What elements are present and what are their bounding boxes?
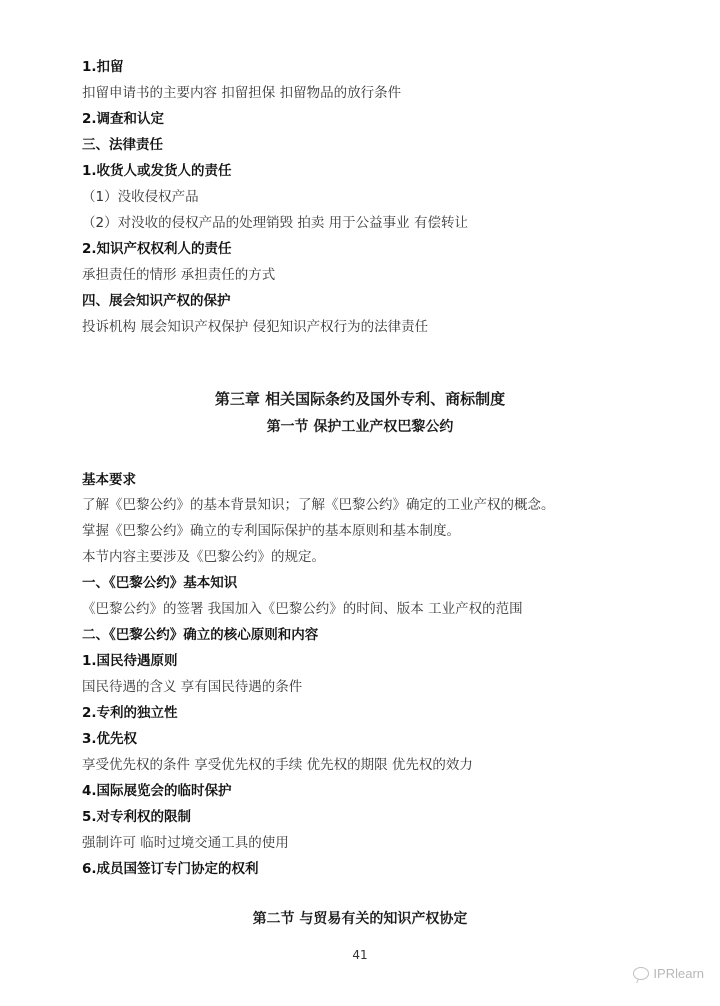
body-national-treatment: 国民待遇的含义 享有国民待遇的条件: [82, 679, 303, 695]
heading-exhibition-protection: 4.国际展览会的临时保护: [82, 783, 232, 799]
watermark: [633, 966, 704, 981]
heading-patent-limitation: 5.对专利权的限制: [82, 809, 192, 825]
body-req-2: 掌握《巴黎公约》确立的专利国际保护的基本原则和基本制度。: [82, 523, 460, 539]
heading-consignee-liability: 1.收货人或发货人的责任: [82, 163, 232, 179]
heading-paris-basics: 一、《巴黎公约》基本知识: [82, 575, 238, 591]
section-title-paris: 第一节 保护工业产权巴黎公约: [266, 419, 454, 435]
heading-detention: 1.扣留: [82, 59, 124, 75]
heading-priority: 3.优先权: [82, 731, 138, 747]
body-req-1: 了解《巴黎公约》的基本背景知识；了解《巴黎公约》确定的工业产权的概念。: [82, 497, 555, 513]
body-disposal: （2）对没收的侵权产品的处理销毁 拍卖 用于公益事业 有偿转让: [82, 215, 468, 231]
body-liability-items: 承担责任的情形 承担责任的方式: [82, 267, 276, 283]
body-confiscate: （1）没收侵权产品: [82, 189, 199, 205]
heading-national-treatment: 1.国民待遇原则: [82, 653, 178, 669]
heading-rightholder-liability: 2.知识产权权利人的责任: [82, 241, 232, 257]
body-priority: 享受优先权的条件 享受优先权的手续 优先权的期限 优先权的效力: [82, 757, 473, 773]
watermark-text: IPRlearn: [653, 966, 704, 981]
body-paris-basics: 《巴黎公约》的签署 我国加入《巴黎公约》的时间、版本 工业产权的范围: [82, 601, 523, 617]
chapter-title: 第三章 相关国际条约及国外专利、商标制度: [214, 390, 506, 408]
heading-special-agreements: 6.成员国签订专门协定的权利: [82, 861, 259, 877]
page-number: 41: [352, 948, 368, 962]
heading-basic-requirements: 基本要求: [82, 472, 136, 488]
heading-exhibition-ip: 四、展会知识产权的保护: [82, 293, 231, 309]
chat-bubble-icon: [633, 967, 649, 980]
body-patent-limitation: 强制许可 临时过境交通工具的使用: [82, 835, 289, 851]
body-req-3: 本节内容主要涉及《巴黎公约》的规定。: [82, 549, 325, 565]
heading-core-principles: 二、《巴黎公约》确立的核心原则和内容: [82, 627, 319, 643]
heading-investigation: 2.调查和认定: [82, 111, 165, 127]
heading-legal-liability: 三、法律责任: [82, 137, 163, 153]
body-exhibition-items: 投诉机构 展会知识产权保护 侵犯知识产权行为的法律责任: [82, 319, 429, 335]
heading-patent-independence: 2.专利的独立性: [82, 705, 178, 721]
section-title-trips: 第二节 与贸易有关的知识产权协定: [252, 911, 468, 927]
body-detention-items: 扣留申请书的主要内容 扣留担保 扣留物品的放行条件: [82, 85, 402, 101]
